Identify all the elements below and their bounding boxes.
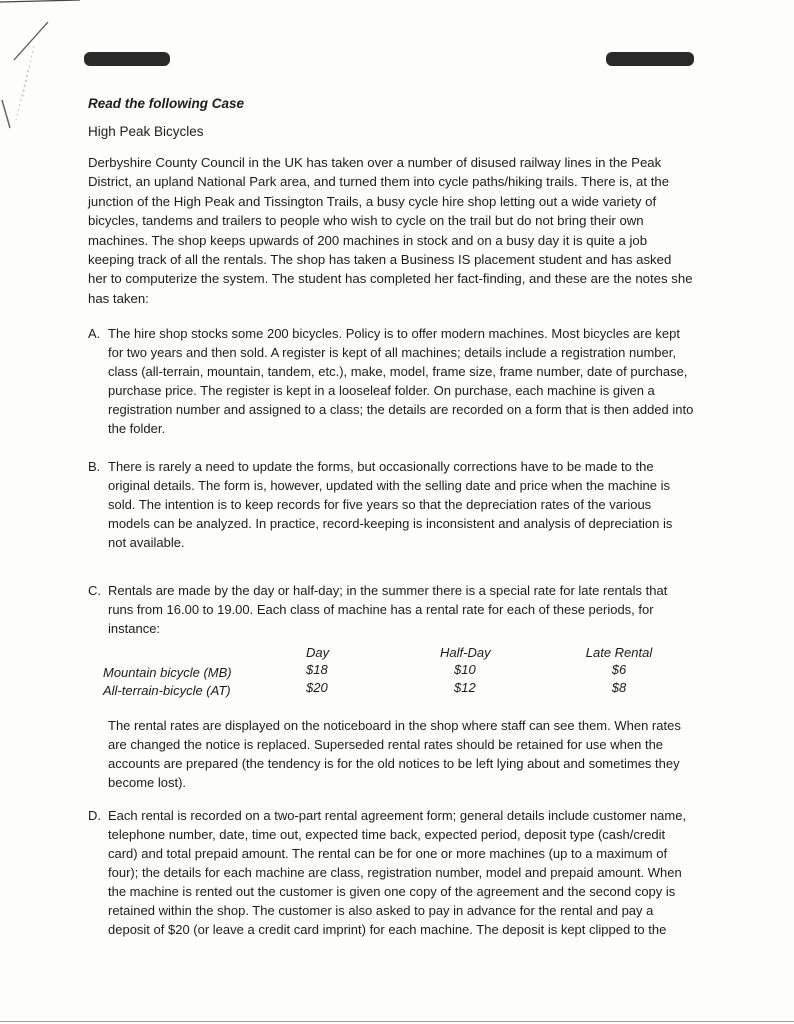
section-a <box>88 324 694 438</box>
rate-row-label: Mountain bicycle (MB) <box>103 665 232 681</box>
section-c <box>88 581 694 792</box>
rate-notes-paragraph: The rental rates are displayed on the noticeboard in the shop where staff can see them. When rates are changed the notice is replaced. Superseded rental rates should be retained for use when the accounts are prepared (the tendency is for the old notices to be left lying about and sometimes they become lost). <box>108 718 681 791</box>
rate-cell-late: $6 <box>611 662 627 678</box>
document-page <box>88 96 694 939</box>
section-b <box>88 457 694 552</box>
section-text: The hire shop stocks some 200 bicycles. Policy is to offer modern machines. Most bicycles are kept for two years and then sold. A register is kept of all machines; details include a registration number, class (all-terrain, mountain, tandem, etc.), make, model, frame size, frame number, date of purchase, purchase price. The register is kept in a looseleaf folder. On purchase, each machine is given a registration number and assigned to a class; the details are recorded on a form that is then added into the folder. <box>108 326 694 437</box>
section-letter: B. <box>88 459 101 475</box>
section-text: There is rarely a need to update the forms, but occasionally corrections have to be made to the original details. The form is, however, updated with the selling date and price when the machine is sold. The intention is to keep records for five years so that the depreciation rates of the various models can be analyzed. In practice, record-keeping is inconsistent and analysis of depreciation is not available. <box>108 459 673 551</box>
rate-cell-late: $8 <box>611 680 627 696</box>
redaction-mark-right <box>606 52 694 66</box>
rate-row-label: All-terrain-bicycle (AT) <box>103 683 231 699</box>
rate-header-half-day: Half-Day <box>440 645 491 661</box>
rate-cell-day: $18 <box>306 662 328 678</box>
section-d <box>88 806 694 939</box>
redaction-mark-left <box>84 52 170 66</box>
section-letter: A. <box>88 326 101 342</box>
rental-rate-table <box>88 640 694 706</box>
section-text: Each rental is recorded on a two-part rental agreement form; general details include customer name, telephone number, date, time out, expected time back, expected period, deposit type (cash/credit card) and total prepaid amount. The rental can be for one or more machines (up to a maximum of four); the details for each machine are class, registration number, model and prepaid amount. When the machine is rented out the customer is given one copy of the agreement and the second copy is retained within the shop. The customer is also asked to pay in advance for the rental and pay a deposit of $20 (or leave a credit card imprint) for each machine. The deposit is kept clipped to the <box>108 808 687 938</box>
rate-header-day: Day <box>306 645 330 661</box>
bottom-scan-line <box>0 1021 794 1022</box>
rate-cell-half-day: $12 <box>454 680 476 696</box>
intro-paragraph: Derbyshire County Council in the UK has taken over a number of disused railway lines in the Peak District, an upland National Park area, and turned them into cycle paths/hiking trails. There is, at the junction of the High Peak and Tissington Trails, a busy cycle hire shop letting out a wide variety of bicycles, tandems and trailers to people who wish to cycle on the trail but do not bring their own machines. The shop keeps upwards of 200 machines in stock and on a busy day it is quite a job keeping track of all the rentals. The shop has taken a Business IS placement student and has asked her to computerize the system. The student has completed her fact-finding, and these are the notes she has taken: <box>88 155 693 306</box>
rate-cell-half-day: $10 <box>454 662 476 678</box>
section-letter: D. <box>88 808 101 824</box>
rate-cell-day: $20 <box>306 680 328 696</box>
section-text: Rentals are made by the day or half-day; in the summer there is a special rate for late rentals that runs from 16.00 to 19.00. Each class of machine has a rental rate for each of these periods, for instance: <box>108 583 668 637</box>
case-heading: Read the following Case <box>88 96 245 111</box>
scan-pen-stroke <box>0 0 90 130</box>
case-title: High Peak Bicycles <box>88 124 204 139</box>
section-letter: C. <box>88 583 101 599</box>
rate-header-late-rental: Late Rental <box>585 645 653 661</box>
